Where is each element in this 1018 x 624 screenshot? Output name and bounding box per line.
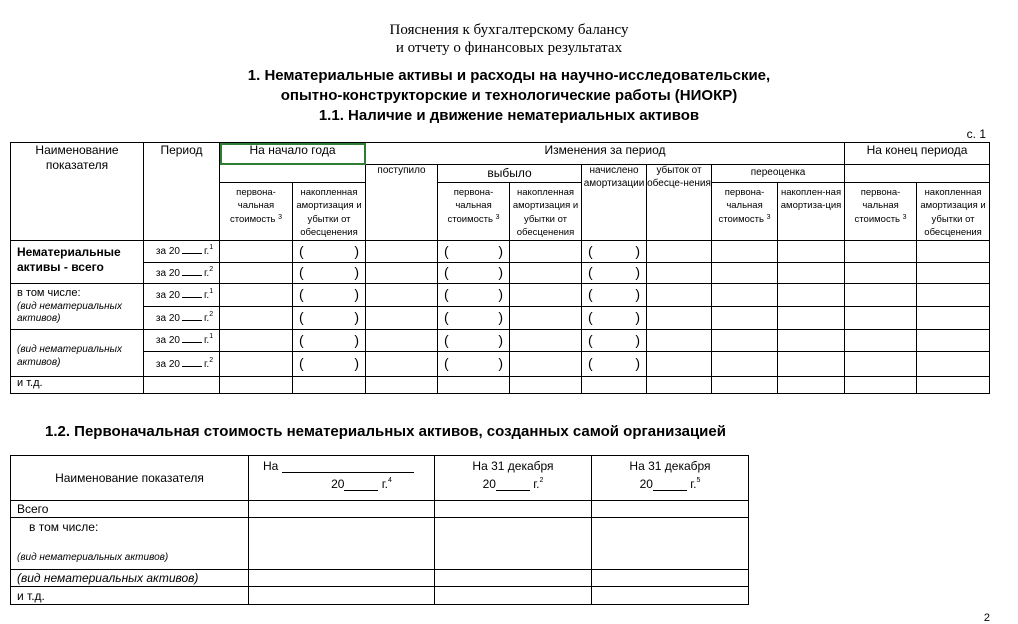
bracketed-value: ( ) <box>588 309 641 326</box>
bracketed-value: ( ) <box>588 264 641 281</box>
cell[interactable] <box>845 377 917 394</box>
value-cell[interactable] <box>712 330 778 352</box>
doc-title-line1: Пояснения к бухгалтерскому балансу <box>389 22 629 38</box>
value-cell[interactable] <box>845 241 917 263</box>
bracketed-value: ( ) <box>588 242 641 259</box>
header-end-of-period: На конец периода <box>845 143 990 165</box>
value-cell[interactable] <box>917 241 990 263</box>
bracketed-value: ( ) <box>444 286 504 303</box>
value-cell[interactable] <box>366 284 438 307</box>
value-cell[interactable] <box>778 284 845 307</box>
value-cell[interactable] <box>438 307 510 330</box>
value-cell[interactable] <box>917 330 990 352</box>
value-cell[interactable] <box>220 307 293 330</box>
value-cell[interactable] <box>778 352 845 377</box>
value-cell[interactable] <box>220 352 293 377</box>
value-cell[interactable] <box>712 284 778 307</box>
period-cell[interactable]: за 20 г.$^2$ <box>144 307 220 330</box>
cell[interactable] <box>249 587 435 605</box>
header-start-spacer <box>220 165 366 183</box>
row-etc-label: и т.д. <box>11 377 144 394</box>
value-cell[interactable] <box>438 263 510 284</box>
bracketed-value: ( ) <box>299 309 360 326</box>
value-cell[interactable] <box>582 330 647 352</box>
value-cell[interactable] <box>778 241 845 263</box>
cell[interactable] <box>435 587 592 605</box>
header-received: поступило <box>366 165 438 241</box>
header-period: Период <box>144 143 220 241</box>
header-initial-cost: первона-чальная стоимость $^3$ <box>845 183 917 241</box>
t2-row-etc: и т.д. <box>11 587 249 605</box>
t2-header-name: Наименование показателя <box>11 456 249 501</box>
value-cell[interactable] <box>582 352 647 377</box>
bracketed-value: ( ) <box>299 286 360 303</box>
value-cell[interactable] <box>917 284 990 307</box>
value-cell[interactable] <box>778 330 845 352</box>
value-cell[interactable] <box>712 352 778 377</box>
cell[interactable] <box>592 518 749 570</box>
cell[interactable] <box>435 518 592 570</box>
value-cell[interactable] <box>510 263 582 284</box>
created-assets-table <box>10 455 749 605</box>
cell[interactable] <box>249 501 435 518</box>
value-cell[interactable] <box>917 307 990 330</box>
value-cell[interactable] <box>712 263 778 284</box>
cell[interactable] <box>249 518 435 570</box>
t2-header-on: На 20 г.$^4$ <box>249 456 435 501</box>
section1-title-line1: 1. Нематериальные активы и расходы на научно-исследовательские, <box>247 67 771 84</box>
cell[interactable] <box>582 377 647 394</box>
header-accum-amort: накопленная амортизация и убытки от обесценения <box>510 183 582 241</box>
header-end-spacer <box>845 165 990 183</box>
cell[interactable] <box>366 377 438 394</box>
cell[interactable] <box>220 377 293 394</box>
value-cell[interactable] <box>438 330 510 352</box>
value-cell[interactable] <box>778 263 845 284</box>
cell[interactable] <box>712 377 778 394</box>
cell[interactable] <box>592 570 749 587</box>
value-cell[interactable] <box>647 330 712 352</box>
value-cell[interactable] <box>712 241 778 263</box>
bracketed-value: ( ) <box>299 264 360 281</box>
section1-2-title: 1.2. Первоначальная стоимость нематериальных активов, созданных самой организацией <box>45 423 726 440</box>
cell[interactable] <box>647 377 712 394</box>
value-cell[interactable] <box>917 263 990 284</box>
row-total-label: Нематериальные активы - всего <box>11 241 144 284</box>
value-cell[interactable] <box>366 330 438 352</box>
value-cell[interactable] <box>293 241 366 263</box>
header-amortization: начислено амортизации <box>582 165 647 241</box>
value-cell[interactable] <box>293 352 366 377</box>
bracketed-value: ( ) <box>588 286 641 303</box>
value-cell[interactable] <box>647 352 712 377</box>
bracketed-value: ( ) <box>299 331 360 348</box>
cell[interactable] <box>592 587 749 605</box>
cell[interactable] <box>438 377 510 394</box>
value-cell[interactable] <box>510 307 582 330</box>
t2-row-incl: в том числе: (вид нематериальных активов) <box>11 518 249 570</box>
value-cell[interactable] <box>712 307 778 330</box>
period-cell[interactable]: за 20 г.$^1$ <box>144 241 220 263</box>
section1-title-line2: опытно-конструкторские и технологические работы (НИОКР) <box>280 87 738 104</box>
header-impairment: убыток от обесце-нения <box>647 165 712 241</box>
cell[interactable] <box>592 501 749 518</box>
value-cell[interactable] <box>582 307 647 330</box>
doc-title-line2: и отчету о финансовых результатах <box>395 40 623 56</box>
t2-header-31dec-1: На 31 декабря 20 г.$^2$ <box>435 456 592 501</box>
period-cell[interactable]: за 20 г.$^2$ <box>144 263 220 284</box>
cell[interactable] <box>917 377 990 394</box>
value-cell[interactable] <box>293 284 366 307</box>
value-cell[interactable] <box>510 284 582 307</box>
bracketed-value: ( ) <box>444 355 504 372</box>
value-cell[interactable] <box>220 284 293 307</box>
header-disposed: выбыло <box>438 165 582 183</box>
header-changes: Изменения за период <box>366 143 845 165</box>
value-cell[interactable] <box>510 352 582 377</box>
value-cell[interactable] <box>778 307 845 330</box>
value-cell[interactable] <box>647 307 712 330</box>
value-cell[interactable] <box>582 263 647 284</box>
row-type-label: (вид нематериальных активов) <box>11 330 144 377</box>
value-cell[interactable] <box>366 307 438 330</box>
header-accum-amort: накопленная амортизация и убытки от обесценения <box>293 183 366 241</box>
value-cell[interactable] <box>366 352 438 377</box>
cell[interactable] <box>249 570 435 587</box>
intangible-assets-table <box>10 142 990 394</box>
bracketed-value: ( ) <box>299 355 360 372</box>
value-cell[interactable] <box>845 284 917 307</box>
bracketed-value: ( ) <box>444 331 504 348</box>
bracketed-value: ( ) <box>444 309 504 326</box>
value-cell[interactable] <box>582 241 647 263</box>
cell[interactable] <box>144 377 220 394</box>
t2-row-type: (вид нематериальных активов) <box>11 570 249 587</box>
bracketed-value: ( ) <box>588 355 641 372</box>
value-cell[interactable] <box>510 330 582 352</box>
value-cell[interactable] <box>220 263 293 284</box>
cell[interactable] <box>435 570 592 587</box>
value-cell[interactable] <box>582 284 647 307</box>
period-cell[interactable]: за 20 г.$^1$ <box>144 284 220 307</box>
value-cell[interactable] <box>220 241 293 263</box>
value-cell[interactable] <box>293 263 366 284</box>
cell[interactable] <box>435 501 592 518</box>
t2-row-total: Всего <box>11 501 249 518</box>
page-number: 2 <box>983 612 990 624</box>
header-name: Наименование показателя <box>11 143 144 241</box>
header-initial-cost: первона-чальная стоимость $^3$ <box>220 183 293 241</box>
value-cell[interactable] <box>845 307 917 330</box>
value-cell[interactable] <box>510 241 582 263</box>
value-cell[interactable] <box>845 330 917 352</box>
header-revaluation: переоценка <box>712 165 845 183</box>
header-initial-cost: первона-чальная стоимость $^3$ <box>438 183 510 241</box>
value-cell[interactable] <box>438 284 510 307</box>
value-cell[interactable] <box>366 263 438 284</box>
period-cell[interactable]: за 20 г.$^1$ <box>144 330 220 352</box>
value-cell[interactable] <box>293 330 366 352</box>
value-cell[interactable] <box>438 241 510 263</box>
value-cell[interactable] <box>845 352 917 377</box>
value-cell[interactable] <box>647 284 712 307</box>
bracketed-value: ( ) <box>444 264 504 281</box>
cell[interactable] <box>293 377 366 394</box>
row-incl-label: в том числе: (вид нематериальных активов) <box>11 284 144 330</box>
bracketed-value: ( ) <box>444 242 504 259</box>
cell[interactable] <box>778 377 845 394</box>
value-cell[interactable] <box>845 263 917 284</box>
value-cell[interactable] <box>917 352 990 377</box>
header-start-of-year[interactable]: На начало года <box>220 143 366 165</box>
period-cell[interactable]: за 20 г.$^2$ <box>144 352 220 377</box>
header-initial-cost: первона-чальная стоимость $^3$ <box>712 183 778 241</box>
value-cell[interactable] <box>293 307 366 330</box>
value-cell[interactable] <box>647 263 712 284</box>
t2-header-31dec-2: На 31 декабря 20 г.$^5$ <box>592 456 749 501</box>
value-cell[interactable] <box>647 241 712 263</box>
bracketed-value: ( ) <box>588 331 641 348</box>
value-cell[interactable] <box>438 352 510 377</box>
bracketed-value: ( ) <box>299 242 360 259</box>
page-ref: с. 1 <box>966 127 986 141</box>
section1-1-title: 1.1. Наличие и движение нематериальных активов <box>318 107 700 124</box>
header-accum-amort-short: накоплен-ная амортиза-ция <box>778 183 845 241</box>
value-cell[interactable] <box>366 241 438 263</box>
value-cell[interactable] <box>220 330 293 352</box>
cell[interactable] <box>510 377 582 394</box>
header-accum-amort: накопленная амортизация и убытки от обесценения <box>917 183 990 241</box>
